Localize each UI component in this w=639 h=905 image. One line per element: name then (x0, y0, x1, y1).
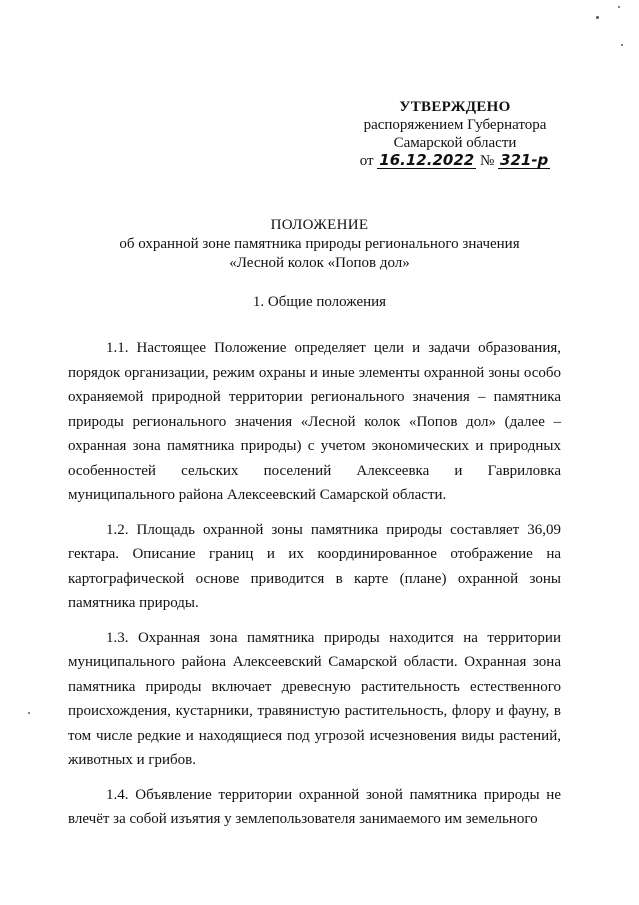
paragraph-1-1: 1.1. Настоящее Положение определяет цели и задачи образования, порядок организации, режим охраны и иные элементы охранной зоны особо охраняемой природной территории регионального значения – памятника природы регионального значения «Лесной колок «Попов дол» (далее – охранная зона памятника природы) с учетом экономических и природных особенностей сельских поселений Алексеевка и Гавриловка муниципального района Алексеевский Самарской области. (68, 340, 561, 503)
document-body (68, 336, 561, 832)
scan-speck (618, 6, 620, 8)
title-line-2: «Лесной колок «Попов дол» (229, 255, 410, 271)
number-prefix: № (479, 153, 495, 169)
section-heading: 1. Общие положения (252, 294, 387, 310)
paragraph-1-3: 1.3. Охранная зона памятника природы находится на территории муниципального района Алексеевский Самарской области. Охранная зона памятника природы включает древесную растительность естественного происхождения, кустарники, травянистую растительность, флору и фауну, в том числе редкие и находящиеся под угрозой исчезновения виды растений, животных и грибов. (68, 629, 561, 768)
approval-authority: распоряжением Губернатора (363, 117, 547, 133)
scan-speck (621, 44, 623, 46)
handwritten-number: 321-р (500, 151, 549, 169)
paragraph-1-2: 1.2. Площадь охранной зоны памятника природы составляет 36,09 гектара. Описание границ и их координированное отображение на картографической основе приводится в карте (плане) охранной зоны памятника природы. (68, 521, 561, 611)
paragraph-1-4: 1.4. Объявление территории охранной зоной памятника природы не влечёт за собой изъятия у землепользователя занимаемого им земельного (68, 786, 561, 827)
approval-heading: УТВЕРЖДЕНО (399, 99, 511, 115)
document-title (0, 216, 639, 273)
scan-speck (596, 16, 599, 19)
scan-speck (28, 712, 30, 714)
approval-block (330, 98, 580, 170)
date-prefix: от (359, 153, 374, 169)
handwritten-date: 16.12.2022 (379, 151, 475, 169)
title-line-1: об охранной зоне памятника природы регионального значения (119, 236, 520, 252)
approval-region: Самарской области (393, 135, 517, 151)
approval-date-line (330, 152, 580, 170)
title-heading: ПОЛОЖЕНИЕ (270, 217, 369, 233)
